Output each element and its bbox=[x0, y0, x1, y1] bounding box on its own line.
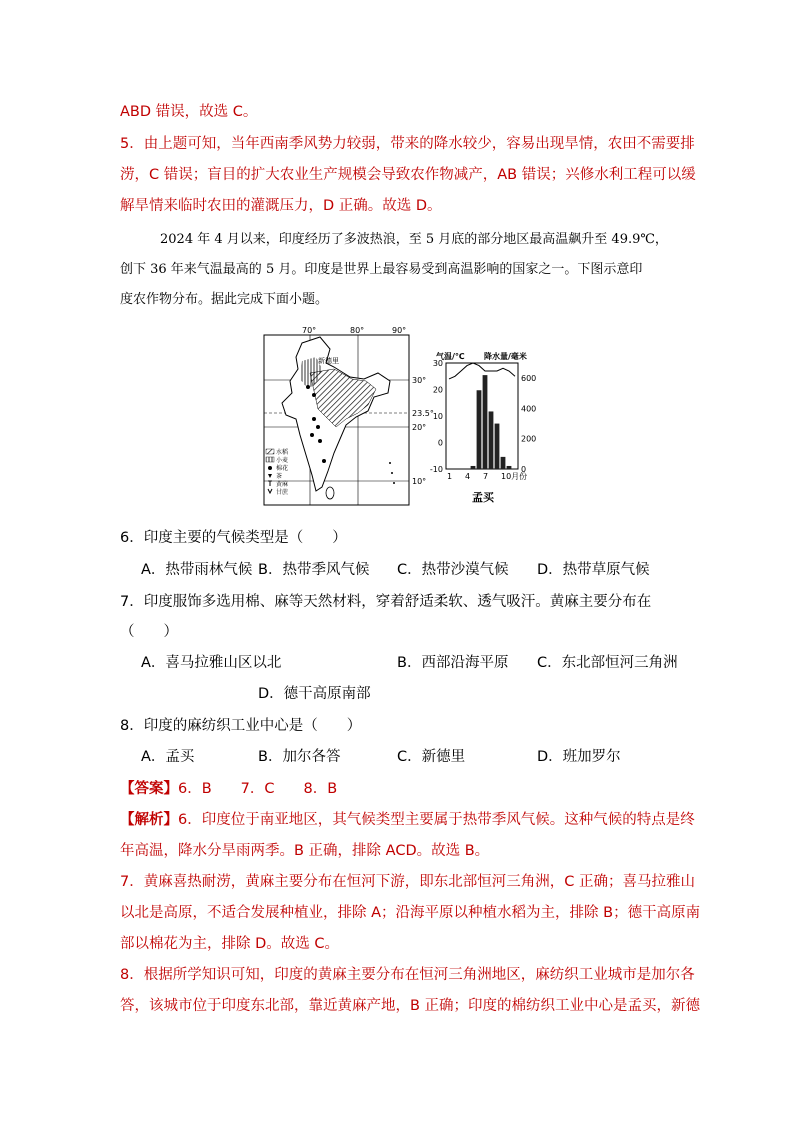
q8-option-b[interactable]: B．加尔各答 bbox=[258, 749, 341, 765]
temp-tick-label: 30 bbox=[432, 359, 443, 368]
lon-label-70: 70° bbox=[302, 326, 317, 335]
q7-option-c[interactable]: C．东北部恒河三角洲 bbox=[537, 655, 678, 671]
precip-bar-10 bbox=[501, 457, 506, 469]
q6-stem: 6．印度主要的气候类型是（ ） bbox=[120, 530, 347, 546]
answer-text: 6．B 7．C 8．B bbox=[178, 781, 338, 797]
lat-label-10: 10° bbox=[412, 477, 427, 486]
precip-bar-9 bbox=[495, 424, 500, 469]
q6-option-d[interactable]: D．热带草原气候 bbox=[537, 562, 650, 578]
q7-option-a[interactable]: A．喜马拉雅山区以北 bbox=[141, 655, 282, 671]
q5-explanation-line-3: 解旱情来临时农田的灌溉压力，D 正确。故选 D。 bbox=[120, 198, 442, 214]
month-tick-label: 10月份 bbox=[501, 472, 528, 481]
q6-option-a[interactable]: A．热带雨林气候 bbox=[141, 562, 253, 578]
lat-label-20: 20° bbox=[412, 423, 427, 432]
precip-tick-label: 200 bbox=[521, 434, 537, 444]
q8-option-c[interactable]: C．新德里 bbox=[397, 749, 466, 765]
month-tick-label: 4 bbox=[465, 472, 471, 481]
month-tick-label: 7 bbox=[483, 472, 489, 481]
precip-bar-5 bbox=[471, 466, 476, 469]
q8-stem: 8．印度的麻纺织工业中心是（ ） bbox=[120, 718, 362, 734]
legend-rice: 水稻 bbox=[276, 449, 289, 456]
answer-line bbox=[120, 779, 337, 799]
passage-line-3: 度农作物分布。据此完成下面小题。 bbox=[120, 292, 329, 307]
analysis-line-4: 以北是高原，不适合发展种植业，排除 A；沿海平原以种植水稻为主，排除 B；德干高原南 bbox=[120, 905, 701, 921]
analysis-tag: 【解析】 bbox=[120, 812, 178, 828]
crop-map bbox=[264, 326, 434, 505]
precip-bar-11 bbox=[507, 466, 512, 469]
q6-option-c[interactable]: C．热带沙漠气候 bbox=[397, 562, 509, 578]
q8-option-d[interactable]: D．班加罗尔 bbox=[537, 749, 621, 765]
lon-label-90: 90° bbox=[392, 326, 407, 335]
precip-tick-label: 600 bbox=[521, 374, 537, 384]
temp-tick-label: 0 bbox=[437, 438, 443, 448]
legend-sugarcane: 甘蔗 bbox=[276, 489, 289, 496]
analysis-text-1: 6．印度位于南亚地区，其气候类型主要属于热带季风气候。这种气候的特点是终 bbox=[178, 812, 695, 828]
precip-tick-label: 0 bbox=[521, 465, 527, 474]
answer-tag: 【答案】 bbox=[120, 781, 178, 797]
precip-tick-label: 400 bbox=[521, 404, 537, 414]
analysis-line-2: 年高温，降水分旱雨两季。B 正确，排除 ACD。故选 B。 bbox=[120, 843, 490, 859]
analysis-line-1 bbox=[120, 810, 695, 830]
passage-line-1: 2024 年 4 月以来，印度经历了多波热浪，至 5 月底的部分地区最高温飙升至 49.9℃， bbox=[160, 232, 668, 247]
lat-label-30: 30° bbox=[412, 376, 427, 385]
analysis-line-3: 7．黄麻喜热耐涝，黄麻主要分布在恒河下游，即东北部恒河三角洲，C 正确；喜马拉雅山 bbox=[120, 874, 695, 890]
precip-bar-8 bbox=[489, 411, 494, 469]
analysis-line-5: 部以棉花为主，排除 D。故选 C。 bbox=[120, 936, 340, 952]
month-tick-label: 1 bbox=[447, 472, 453, 481]
q7-stem: 7．印度服饰多选用棉、麻等天然材料，穿着舒适柔软、透气吸汗。黄麻主要分布在 bbox=[120, 594, 652, 610]
chart-city-label: 孟买 bbox=[472, 491, 494, 504]
city-label: 新德里 bbox=[318, 357, 339, 365]
q8-option-a[interactable]: A．孟买 bbox=[141, 749, 195, 765]
analysis-line-7: 答，该城市位于印度东北部，靠近黄麻产地，B 正确；印度的棉纺织工业中心是孟买，新德 bbox=[120, 998, 701, 1014]
q5-explanation-line-2: 涝，C 错误；盲目的扩大农业生产规模会导致农作物减产，AB 错误；兴修水利工程可以缓 bbox=[120, 167, 696, 183]
lon-label-80: 80° bbox=[350, 326, 365, 335]
q5-explanation-line-1: 5．由上题可知，当年西南季风势力较弱，带来的降水较少，容易出现旱情，农田不需要排 bbox=[120, 136, 695, 152]
legend-wheat: 小麦 bbox=[276, 457, 289, 464]
figure bbox=[262, 323, 562, 508]
temp-tick-label: -10 bbox=[429, 465, 443, 474]
q7-option-b[interactable]: B．西部沿海平原 bbox=[397, 655, 509, 671]
prev-answer-tail: ABD 错误，故选 C。 bbox=[120, 104, 258, 120]
precip-bar-6 bbox=[477, 390, 482, 469]
precip-axis-label: 降水量/毫米 bbox=[484, 352, 527, 361]
passage-line-2: 创下 36 年来气温最高的 5 月。印度是世界上最容易受到高温影响的国家之一。下图示意印 bbox=[120, 262, 643, 277]
legend-jute: 黄麻 bbox=[276, 481, 289, 488]
q7-stem-bracket: （ ） bbox=[120, 624, 178, 640]
analysis-line-6: 8．根据所学知识可知，印度的黄麻主要分布在恒河三角洲地区，麻纺织工业城市是加尔各 bbox=[120, 967, 695, 983]
temp-axis-label: 气温/℃ bbox=[436, 352, 465, 361]
q6-option-b[interactable]: B．热带季风气候 bbox=[258, 562, 370, 578]
climate-chart bbox=[430, 351, 536, 504]
temp-tick-label: 20 bbox=[432, 385, 443, 395]
lat-label-23-5: 23.5° bbox=[412, 409, 434, 418]
legend-cotton: 棉花 bbox=[276, 465, 289, 472]
legend-tea: 茶 bbox=[276, 473, 283, 480]
q7-option-d[interactable]: D．德干高原南部 bbox=[258, 686, 371, 702]
temp-tick-label: 10 bbox=[432, 412, 443, 421]
precip-bar-7 bbox=[483, 375, 488, 469]
